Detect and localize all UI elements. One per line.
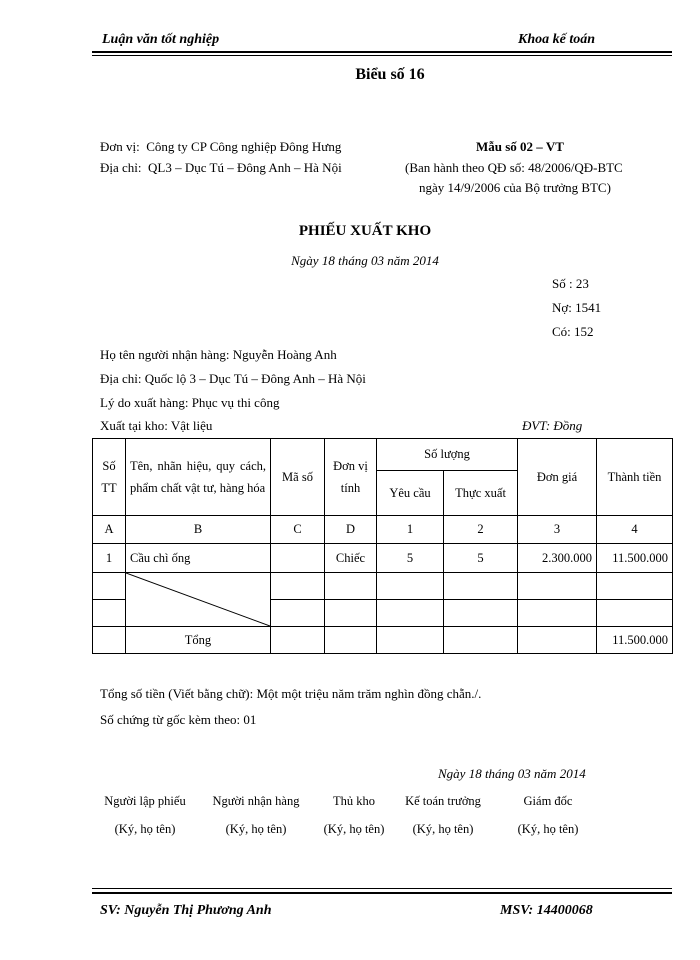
unit-label: Đơn vị: <box>100 139 140 154</box>
signature-role: Người nhận hàng <box>212 794 300 808</box>
signature-role: Kế toán trưởng <box>405 794 481 808</box>
company-address-label: Địa chỉ: <box>100 160 142 175</box>
total-words: Tổng số tiền (Viết bằng chữ): Một một triệu năm trăm nghìn đồng chẵn./. <box>100 686 482 701</box>
signature-role: Thủ kho <box>332 794 375 808</box>
row-qty-act: 5 <box>444 544 518 573</box>
company-address-value: QL3 – Dục Tú – Đông Anh – Hà Nội <box>148 160 342 175</box>
footer-rule-thin <box>92 888 672 889</box>
ref-so: Số : 23 <box>552 276 589 291</box>
page-title: PHIẾU XUẤT KHO <box>298 223 432 239</box>
index-cell: A <box>93 516 126 544</box>
issue-date: Ngày 18 tháng 03 năm 2014 <box>291 253 439 268</box>
ref-co: Có: 152 <box>552 324 594 339</box>
index-cell: 3 <box>518 516 597 544</box>
attachments: Số chứng từ gốc kèm theo: 01 <box>100 712 257 727</box>
signature-note: (Ký, họ tên) <box>114 822 176 836</box>
index-cell: B <box>126 516 271 544</box>
row-amount: 11.500.000 <box>597 544 673 573</box>
row-code <box>271 544 325 573</box>
strike-line <box>126 573 270 626</box>
unit-value: Công ty CP Công nghiệp Đông Hưng <box>146 139 342 154</box>
template-issued-2: ngày 14/9/2006 của Bộ trưởng BTC) <box>419 180 611 195</box>
company-address-line <box>100 160 342 176</box>
ref-no: Nợ: 1541 <box>552 300 602 315</box>
receiver-name: Họ tên người nhận hàng: Nguyễn Hoàng Anh <box>100 347 337 362</box>
header-stt: Số TT <box>93 439 126 516</box>
table-row <box>93 544 673 573</box>
total-label: Tổng <box>126 627 271 654</box>
header-right: Khoa kế toán <box>518 32 596 47</box>
form-number: Biểu số 16 <box>355 66 425 83</box>
index-cell: 4 <box>597 516 673 544</box>
row-stt: 1 <box>93 544 126 573</box>
index-cell: D <box>325 516 377 544</box>
signature-role: Người lập phiếu <box>104 794 186 808</box>
unit-note: ĐVT: Đồng <box>522 418 583 433</box>
signature-note: (Ký, họ tên) <box>225 822 287 836</box>
header-qty: Số lượng <box>377 439 518 471</box>
template-code: Mẫu số 02 – VT <box>476 139 564 154</box>
signature-note: (Ký, họ tên) <box>323 822 385 836</box>
header-name: Tên, nhãn hiệu, quy cách, phẩm chất vật tư, hàng hóa <box>126 439 271 516</box>
row-name: Cầu chì ống <box>126 544 271 573</box>
header-qty-act: Thực xuất <box>444 471 518 516</box>
signature-note: (Ký, họ tên) <box>412 822 474 836</box>
header-unit: Đơn vị tính <box>325 439 377 516</box>
unit-line <box>100 139 341 155</box>
sign-date: Ngày 18 tháng 03 năm 2014 <box>438 766 586 781</box>
header-price: Đơn giá <box>518 439 597 516</box>
row-price: 2.300.000 <box>518 544 597 573</box>
footer-rule <box>92 892 672 894</box>
total-amount: 11.500.000 <box>597 627 673 654</box>
index-cell: C <box>271 516 325 544</box>
template-issued-1: (Ban hành theo QĐ số: 48/2006/QĐ-BTC <box>405 160 623 175</box>
header-left: Luận văn tốt nghiệp <box>102 32 220 47</box>
items-table <box>92 438 673 654</box>
header-amount: Thành tiền <box>597 439 673 516</box>
index-cell: 2 <box>444 516 518 544</box>
receiver-reason: Lý do xuất hàng: Phục vụ thi công <box>100 395 280 410</box>
header-code: Mã số <box>271 439 325 516</box>
index-cell: 1 <box>377 516 444 544</box>
empty-row <box>93 573 673 600</box>
footer-left: SV: Nguyễn Thị Phương Anh <box>100 903 272 918</box>
receiver-warehouse: Xuất tại kho: Vật liệu <box>100 418 213 433</box>
header-rule-thin <box>92 55 672 56</box>
total-row <box>93 627 673 654</box>
header-rule <box>92 51 672 53</box>
row-qty-req: 5 <box>377 544 444 573</box>
row-unit: Chiếc <box>325 544 377 573</box>
index-row <box>93 516 673 544</box>
signature-role: Giám đốc <box>523 794 573 808</box>
footer-right: MSV: 14400068 <box>500 903 593 918</box>
receiver-address: Địa chỉ: Quốc lộ 3 – Dục Tú – Đông Anh – Hà Nội <box>100 371 366 386</box>
header-qty-req: Yêu cầu <box>377 471 444 516</box>
strike-cell <box>126 573 271 627</box>
signature-note: (Ký, họ tên) <box>517 822 579 836</box>
